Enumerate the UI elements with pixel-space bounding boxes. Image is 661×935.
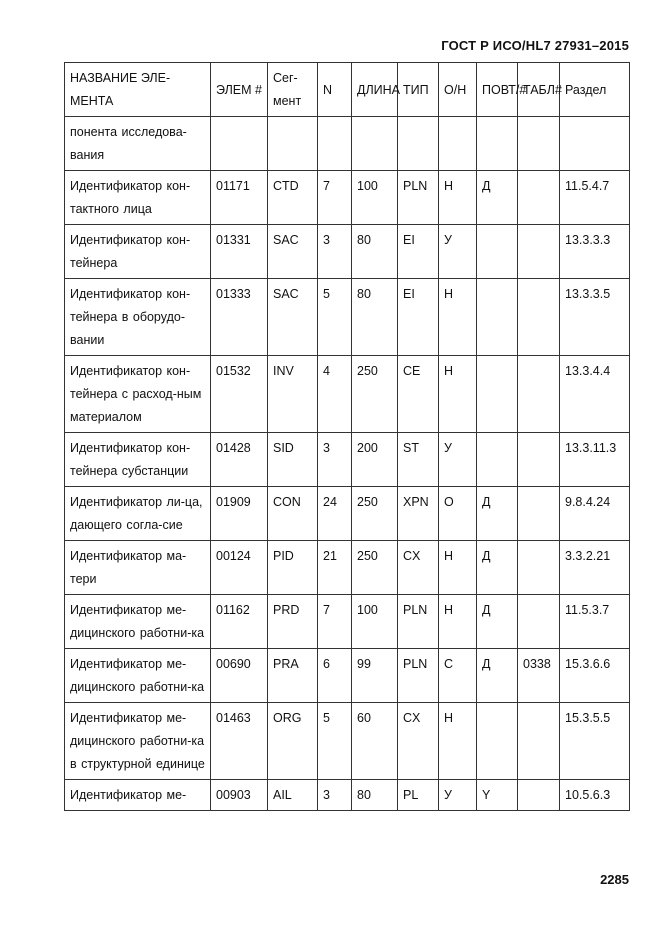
cell-type: CX — [398, 541, 439, 595]
cell-repeat: Д — [477, 487, 518, 541]
cell-section: 13.3.4.4 — [560, 356, 630, 433]
cell-section: 9.8.4.24 — [560, 487, 630, 541]
cell-type: XPN — [398, 487, 439, 541]
header-n: N — [318, 63, 352, 117]
cell-n: 3 — [318, 780, 352, 811]
cell-required: У — [439, 433, 477, 487]
cell-table — [518, 117, 560, 171]
cell-length: 250 — [352, 487, 398, 541]
cell-table — [518, 780, 560, 811]
cell-repeat — [477, 225, 518, 279]
cell-type — [398, 117, 439, 171]
cell-type: PLN — [398, 595, 439, 649]
cell-length: 250 — [352, 541, 398, 595]
cell-type: CX — [398, 703, 439, 780]
cell-repeat: Д — [477, 171, 518, 225]
cell-repeat — [477, 433, 518, 487]
cell-repeat — [477, 279, 518, 356]
cell-element-name: Идентификатор кон-тейнера с расход-ным материалом — [65, 356, 211, 433]
cell-required: У — [439, 225, 477, 279]
cell-segment: SAC — [268, 279, 318, 356]
cell-element-number: 01532 — [211, 356, 268, 433]
cell-element-number: 01331 — [211, 225, 268, 279]
cell-section: 11.5.3.7 — [560, 595, 630, 649]
header-element-name: НАЗВАНИЕ ЭЛЕ-МЕНТА — [65, 63, 211, 117]
table-row — [65, 487, 630, 541]
cell-table — [518, 595, 560, 649]
cell-segment: CON — [268, 487, 318, 541]
cell-length: 200 — [352, 433, 398, 487]
header-length: ДЛИНА — [352, 63, 398, 117]
cell-element-number: 01333 — [211, 279, 268, 356]
cell-type: CE — [398, 356, 439, 433]
table-row — [65, 279, 630, 356]
table-header-row — [65, 63, 630, 117]
table-row — [65, 780, 630, 811]
cell-length: 80 — [352, 780, 398, 811]
cell-element-name: Идентификатор ме-дицинского работни-ка в структурной единице — [65, 703, 211, 780]
cell-segment — [268, 117, 318, 171]
cell-n: 5 — [318, 703, 352, 780]
cell-type: PL — [398, 780, 439, 811]
header-table: ТАБЛ# — [518, 63, 560, 117]
cell-required: Н — [439, 595, 477, 649]
cell-n: 3 — [318, 433, 352, 487]
cell-type: PLN — [398, 649, 439, 703]
cell-element-number: 01428 — [211, 433, 268, 487]
cell-section: 11.5.4.7 — [560, 171, 630, 225]
cell-element-number: 00903 — [211, 780, 268, 811]
cell-n: 4 — [318, 356, 352, 433]
cell-length: 100 — [352, 595, 398, 649]
cell-section: 3.3.2.21 — [560, 541, 630, 595]
cell-repeat — [477, 117, 518, 171]
cell-section: 15.3.5.5 — [560, 703, 630, 780]
cell-table — [518, 356, 560, 433]
cell-element-name: Идентификатор кон-тейнера в оборудо-вании — [65, 279, 211, 356]
cell-type: ST — [398, 433, 439, 487]
header-segment: Сег-мент — [268, 63, 318, 117]
table-row — [65, 649, 630, 703]
cell-table — [518, 433, 560, 487]
cell-repeat — [477, 356, 518, 433]
cell-required — [439, 117, 477, 171]
cell-n: 7 — [318, 595, 352, 649]
cell-n — [318, 117, 352, 171]
cell-section: 10.5.6.3 — [560, 780, 630, 811]
header-repeat: ПОВТ/# — [477, 63, 518, 117]
cell-length: 80 — [352, 279, 398, 356]
cell-element-name: Идентификатор кон-тейнера субстанции — [65, 433, 211, 487]
cell-section: 15.3.6.6 — [560, 649, 630, 703]
cell-n: 3 — [318, 225, 352, 279]
cell-element-name: Идентификатор ма-тери — [65, 541, 211, 595]
cell-element-name: Идентификатор ли-ца, дающего согла-сие — [65, 487, 211, 541]
cell-segment: ORG — [268, 703, 318, 780]
cell-repeat — [477, 703, 518, 780]
cell-required: У — [439, 780, 477, 811]
cell-element-number: 01909 — [211, 487, 268, 541]
cell-n: 6 — [318, 649, 352, 703]
cell-element-name: понента исследова-вания — [65, 117, 211, 171]
cell-segment: SID — [268, 433, 318, 487]
cell-segment: PID — [268, 541, 318, 595]
cell-section: 13.3.3.3 — [560, 225, 630, 279]
cell-type: PLN — [398, 171, 439, 225]
cell-table — [518, 225, 560, 279]
cell-n: 7 — [318, 171, 352, 225]
table-row — [65, 433, 630, 487]
cell-element-name: Идентификатор ме-дицинского работни-ка — [65, 649, 211, 703]
table-row — [65, 703, 630, 780]
page-number: 2285 — [600, 872, 629, 887]
cell-element-name: Идентификатор ме-дицинского работни-ка — [65, 595, 211, 649]
table-row — [65, 225, 630, 279]
cell-section: 13.3.11.3 — [560, 433, 630, 487]
cell-length: 60 — [352, 703, 398, 780]
cell-n: 24 — [318, 487, 352, 541]
cell-required: Н — [439, 356, 477, 433]
cell-segment: PRA — [268, 649, 318, 703]
table-row — [65, 117, 630, 171]
cell-segment: INV — [268, 356, 318, 433]
cell-segment: AIL — [268, 780, 318, 811]
cell-repeat: Д — [477, 649, 518, 703]
document-standard-header: ГОСТ Р ИСО/HL7 27931–2015 — [441, 38, 629, 53]
cell-segment: SAC — [268, 225, 318, 279]
cell-element-number: 01171 — [211, 171, 268, 225]
cell-repeat: Д — [477, 541, 518, 595]
header-type: ТИП — [398, 63, 439, 117]
table-body — [65, 117, 630, 811]
cell-length: 99 — [352, 649, 398, 703]
cell-repeat: Y — [477, 780, 518, 811]
cell-element-number: 01162 — [211, 595, 268, 649]
header-required: О/Н — [439, 63, 477, 117]
cell-table — [518, 703, 560, 780]
cell-element-number: 00690 — [211, 649, 268, 703]
cell-required: С — [439, 649, 477, 703]
cell-type: EI — [398, 279, 439, 356]
table-row — [65, 356, 630, 433]
cell-length — [352, 117, 398, 171]
table-row — [65, 595, 630, 649]
cell-required: О — [439, 487, 477, 541]
cell-required: Н — [439, 279, 477, 356]
cell-segment: CTD — [268, 171, 318, 225]
cell-table — [518, 541, 560, 595]
cell-n: 5 — [318, 279, 352, 356]
table-row — [65, 541, 630, 595]
cell-table — [518, 279, 560, 356]
cell-table: 0338 — [518, 649, 560, 703]
cell-element-number — [211, 117, 268, 171]
cell-element-name: Идентификатор кон-тактного лица — [65, 171, 211, 225]
header-element-number: ЭЛЕМ # — [211, 63, 268, 117]
cell-length: 250 — [352, 356, 398, 433]
cell-type: EI — [398, 225, 439, 279]
table-row — [65, 171, 630, 225]
cell-required: Н — [439, 703, 477, 780]
cell-element-number: 01463 — [211, 703, 268, 780]
cell-table — [518, 171, 560, 225]
cell-n: 21 — [318, 541, 352, 595]
cell-section: 13.3.3.5 — [560, 279, 630, 356]
cell-element-name: Идентификатор ме- — [65, 780, 211, 811]
header-section: Раздел — [560, 63, 630, 117]
cell-length: 100 — [352, 171, 398, 225]
cell-repeat: Д — [477, 595, 518, 649]
cell-element-name: Идентификатор кон-тейнера — [65, 225, 211, 279]
cell-required: Н — [439, 171, 477, 225]
cell-table — [518, 487, 560, 541]
cell-element-number: 00124 — [211, 541, 268, 595]
cell-length: 80 — [352, 225, 398, 279]
cell-section — [560, 117, 630, 171]
cell-required: Н — [439, 541, 477, 595]
cell-segment: PRD — [268, 595, 318, 649]
data-elements-table — [64, 62, 630, 811]
